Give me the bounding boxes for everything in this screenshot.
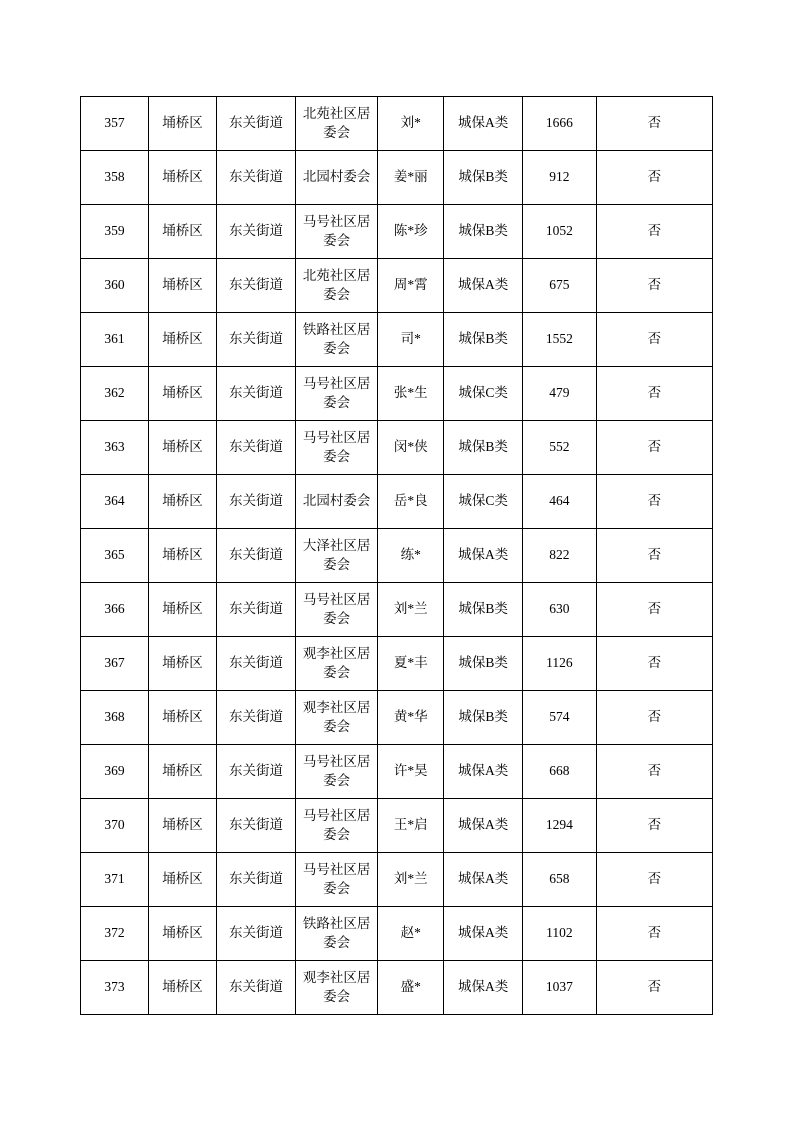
cell-type-text: 城保A类 — [458, 925, 509, 941]
cell-amount — [523, 907, 597, 961]
cell-district-text: 埇桥区 — [162, 817, 203, 833]
cell-district — [149, 583, 217, 637]
table-body — [81, 97, 713, 1015]
cell-flag-text: 否 — [647, 817, 662, 833]
cell-district-text: 埇桥区 — [162, 979, 203, 995]
table-row — [81, 799, 713, 853]
cell-type-text: 城保A类 — [458, 547, 509, 563]
cell-amount-text: 464 — [549, 493, 570, 509]
cell-type — [444, 583, 523, 637]
cell-community — [296, 637, 378, 691]
cell-sequence — [81, 475, 149, 529]
cell-amount — [523, 259, 597, 313]
cell-name-text: 张*生 — [393, 385, 428, 401]
cell-district-text: 埇桥区 — [162, 223, 203, 239]
cell-name — [378, 259, 444, 313]
cell-name — [378, 475, 444, 529]
cell-amount — [523, 529, 597, 583]
cell-sequence — [81, 151, 149, 205]
cell-community — [296, 745, 378, 799]
cell-community-text: 马号社区居委会 — [302, 754, 371, 788]
cell-sequence-text: 364 — [104, 493, 125, 509]
cell-type-text: 城保B类 — [458, 655, 508, 671]
cell-name-text: 盛* — [400, 979, 421, 995]
cell-type-text: 城保B类 — [458, 601, 508, 617]
cell-sequence-text: 369 — [104, 763, 125, 779]
cell-amount-text: 668 — [549, 763, 570, 779]
cell-flag — [596, 961, 712, 1015]
cell-sequence-text: 372 — [104, 925, 125, 941]
table-row — [81, 259, 713, 313]
cell-flag-text: 否 — [647, 871, 662, 887]
cell-district — [149, 799, 217, 853]
cell-community — [296, 907, 378, 961]
cell-name-text: 陈*珍 — [393, 223, 428, 239]
cell-community-text: 马号社区居委会 — [302, 430, 371, 464]
cell-name — [378, 637, 444, 691]
cell-name — [378, 421, 444, 475]
cell-sequence — [81, 961, 149, 1015]
cell-amount-text: 479 — [549, 385, 570, 401]
cell-amount — [523, 367, 597, 421]
cell-community-text: 观李社区居委会 — [302, 700, 371, 734]
cell-sequence — [81, 367, 149, 421]
cell-district-text: 埇桥区 — [162, 277, 203, 293]
cell-name — [378, 691, 444, 745]
cell-street-text: 东关街道 — [229, 871, 284, 887]
cell-community-text: 铁路社区居委会 — [302, 322, 371, 356]
cell-flag-text: 否 — [647, 493, 662, 509]
cell-street-text: 东关街道 — [229, 763, 284, 779]
cell-type-text: 城保A类 — [458, 763, 509, 779]
cell-street-text: 东关街道 — [229, 493, 284, 509]
cell-street — [217, 475, 296, 529]
cell-sequence-text: 359 — [104, 223, 125, 239]
cell-community-text: 马号社区居委会 — [302, 862, 371, 896]
cell-flag — [596, 691, 712, 745]
cell-amount — [523, 475, 597, 529]
cell-type — [444, 529, 523, 583]
table-row — [81, 745, 713, 799]
cell-community-text: 北苑社区居委会 — [302, 268, 371, 302]
cell-name-text: 姜*丽 — [393, 169, 428, 185]
cell-type-text: 城保B类 — [458, 709, 508, 725]
cell-street-text: 东关街道 — [229, 385, 284, 401]
cell-name-text: 练* — [400, 547, 421, 563]
cell-district — [149, 205, 217, 259]
cell-flag-text: 否 — [647, 601, 662, 617]
cell-sequence — [81, 313, 149, 367]
cell-street — [217, 421, 296, 475]
cell-amount — [523, 637, 597, 691]
cell-community-text: 观李社区居委会 — [302, 970, 371, 1004]
cell-street — [217, 97, 296, 151]
cell-amount — [523, 799, 597, 853]
cell-street-text: 东关街道 — [229, 223, 284, 239]
cell-type-text: 城保B类 — [458, 169, 508, 185]
cell-flag-text: 否 — [647, 439, 662, 455]
cell-type — [444, 475, 523, 529]
cell-district — [149, 97, 217, 151]
cell-district-text: 埇桥区 — [162, 601, 203, 617]
cell-sequence-text: 367 — [104, 655, 125, 671]
cell-type — [444, 313, 523, 367]
table-row — [81, 367, 713, 421]
cell-district — [149, 313, 217, 367]
cell-district — [149, 259, 217, 313]
cell-street-text: 东关街道 — [229, 655, 284, 671]
cell-name — [378, 583, 444, 637]
cell-amount-text: 675 — [549, 277, 570, 293]
cell-amount — [523, 421, 597, 475]
cell-district-text: 埇桥区 — [162, 385, 203, 401]
subsidy-table — [80, 96, 713, 1015]
cell-street — [217, 313, 296, 367]
cell-name-text: 夏*丰 — [393, 655, 428, 671]
cell-street — [217, 853, 296, 907]
cell-name-text: 赵* — [400, 925, 421, 941]
cell-street-text: 东关街道 — [229, 277, 284, 293]
table-row — [81, 475, 713, 529]
cell-amount-text: 1294 — [545, 817, 573, 833]
cell-district — [149, 475, 217, 529]
cell-amount — [523, 745, 597, 799]
cell-community — [296, 205, 378, 259]
cell-street — [217, 583, 296, 637]
cell-name — [378, 529, 444, 583]
cell-sequence-text: 365 — [104, 547, 125, 563]
cell-type-text: 城保A类 — [458, 979, 509, 995]
cell-community-text: 北苑社区居委会 — [302, 106, 371, 140]
cell-flag — [596, 367, 712, 421]
cell-name — [378, 961, 444, 1015]
cell-name — [378, 907, 444, 961]
cell-community-text: 马号社区居委会 — [302, 214, 371, 248]
cell-district-text: 埇桥区 — [162, 871, 203, 887]
cell-district — [149, 961, 217, 1015]
cell-district-text: 埇桥区 — [162, 115, 203, 131]
cell-flag-text: 否 — [647, 277, 662, 293]
cell-amount-text: 630 — [549, 601, 570, 617]
cell-flag — [596, 799, 712, 853]
cell-street — [217, 151, 296, 205]
cell-flag — [596, 637, 712, 691]
cell-community-text: 大泽社区居委会 — [302, 538, 371, 572]
cell-district-text: 埇桥区 — [162, 925, 203, 941]
cell-amount-text: 822 — [549, 547, 570, 563]
cell-district-text: 埇桥区 — [162, 655, 203, 671]
cell-sequence — [81, 583, 149, 637]
cell-flag — [596, 853, 712, 907]
cell-street — [217, 529, 296, 583]
cell-sequence — [81, 529, 149, 583]
cell-community — [296, 961, 378, 1015]
cell-type — [444, 745, 523, 799]
cell-street — [217, 259, 296, 313]
cell-community — [296, 799, 378, 853]
cell-sequence-text: 360 — [104, 277, 125, 293]
cell-street-text: 东关街道 — [229, 169, 284, 185]
cell-amount-text: 1102 — [546, 925, 573, 941]
cell-type-text: 城保A类 — [458, 115, 509, 131]
cell-district-text: 埇桥区 — [162, 547, 203, 563]
cell-community — [296, 313, 378, 367]
cell-community-text: 马号社区居委会 — [302, 376, 371, 410]
cell-sequence — [81, 205, 149, 259]
cell-sequence-text: 368 — [104, 709, 125, 725]
cell-district — [149, 151, 217, 205]
cell-type-text: 城保B类 — [458, 223, 508, 239]
cell-flag-text: 否 — [647, 655, 662, 671]
cell-sequence-text: 357 — [104, 115, 125, 131]
cell-sequence — [81, 907, 149, 961]
cell-district — [149, 637, 217, 691]
cell-name — [378, 853, 444, 907]
cell-type-text: 城保A类 — [458, 277, 509, 293]
cell-sequence-text: 366 — [104, 601, 125, 617]
cell-district-text: 埇桥区 — [162, 439, 203, 455]
cell-name-text: 刘*兰 — [393, 871, 428, 887]
cell-name-text: 刘*兰 — [393, 601, 428, 617]
cell-flag-text: 否 — [647, 115, 662, 131]
cell-sequence-text: 363 — [104, 439, 125, 455]
table-row — [81, 961, 713, 1015]
cell-community — [296, 691, 378, 745]
cell-sequence-text: 373 — [104, 979, 125, 995]
cell-district-text: 埇桥区 — [162, 709, 203, 725]
cell-type-text: 城保A类 — [458, 817, 509, 833]
cell-community — [296, 529, 378, 583]
cell-community-text: 北园村委会 — [302, 169, 371, 185]
cell-street-text: 东关街道 — [229, 601, 284, 617]
cell-name-text: 司* — [400, 331, 421, 347]
cell-district — [149, 529, 217, 583]
cell-name — [378, 205, 444, 259]
table-row — [81, 97, 713, 151]
table-row — [81, 313, 713, 367]
cell-type — [444, 151, 523, 205]
cell-type — [444, 691, 523, 745]
cell-amount — [523, 151, 597, 205]
table-row — [81, 691, 713, 745]
cell-sequence — [81, 637, 149, 691]
table-row — [81, 907, 713, 961]
cell-sequence — [81, 259, 149, 313]
cell-community — [296, 97, 378, 151]
cell-sequence — [81, 799, 149, 853]
cell-amount — [523, 691, 597, 745]
cell-district — [149, 691, 217, 745]
cell-amount-text: 912 — [549, 169, 570, 185]
cell-flag — [596, 421, 712, 475]
cell-flag — [596, 313, 712, 367]
cell-flag — [596, 745, 712, 799]
cell-sequence — [81, 421, 149, 475]
cell-flag-text: 否 — [647, 385, 662, 401]
cell-amount — [523, 205, 597, 259]
cell-street — [217, 637, 296, 691]
cell-street — [217, 691, 296, 745]
cell-community — [296, 421, 378, 475]
cell-amount — [523, 97, 597, 151]
cell-name-text: 黄*华 — [393, 709, 428, 725]
cell-flag — [596, 583, 712, 637]
cell-flag-text: 否 — [647, 547, 662, 563]
cell-community-text: 马号社区居委会 — [302, 808, 371, 842]
table-row — [81, 583, 713, 637]
cell-name-text: 王*启 — [393, 817, 428, 833]
cell-community-text: 马号社区居委会 — [302, 592, 371, 626]
cell-community — [296, 151, 378, 205]
cell-type — [444, 961, 523, 1015]
cell-amount-text: 574 — [549, 709, 570, 725]
cell-amount — [523, 313, 597, 367]
cell-street-text: 东关街道 — [229, 331, 284, 347]
cell-flag — [596, 475, 712, 529]
cell-name-text: 岳*良 — [393, 493, 428, 509]
cell-flag-text: 否 — [647, 979, 662, 995]
cell-district — [149, 907, 217, 961]
cell-type — [444, 853, 523, 907]
cell-flag — [596, 151, 712, 205]
cell-sequence-text: 370 — [104, 817, 125, 833]
cell-street-text: 东关街道 — [229, 925, 284, 941]
cell-district — [149, 367, 217, 421]
cell-district — [149, 421, 217, 475]
cell-name-text: 闵*侠 — [393, 439, 428, 455]
cell-name — [378, 367, 444, 421]
cell-street — [217, 907, 296, 961]
cell-type — [444, 799, 523, 853]
cell-type-text: 城保B类 — [458, 439, 508, 455]
cell-name-text: 刘* — [400, 115, 421, 131]
cell-type — [444, 367, 523, 421]
cell-street-text: 东关街道 — [229, 547, 284, 563]
cell-type-text: 城保C类 — [458, 385, 508, 401]
cell-flag-text: 否 — [647, 763, 662, 779]
cell-amount — [523, 583, 597, 637]
cell-type — [444, 907, 523, 961]
cell-community — [296, 475, 378, 529]
cell-community — [296, 367, 378, 421]
cell-type — [444, 637, 523, 691]
cell-sequence-text: 358 — [104, 169, 125, 185]
cell-flag — [596, 529, 712, 583]
cell-flag-text: 否 — [647, 925, 662, 941]
cell-amount-text: 1666 — [545, 115, 573, 131]
cell-amount-text: 1052 — [545, 223, 573, 239]
cell-community-text: 铁路社区居委会 — [302, 916, 371, 950]
cell-district-text: 埇桥区 — [162, 331, 203, 347]
table-row — [81, 529, 713, 583]
cell-sequence-text: 361 — [104, 331, 125, 347]
cell-amount-text: 552 — [549, 439, 570, 455]
cell-type — [444, 97, 523, 151]
table-row — [81, 151, 713, 205]
cell-flag — [596, 205, 712, 259]
cell-street — [217, 799, 296, 853]
cell-sequence-text: 371 — [104, 871, 125, 887]
cell-type-text: 城保B类 — [458, 331, 508, 347]
cell-sequence — [81, 853, 149, 907]
cell-street-text: 东关街道 — [229, 115, 284, 131]
cell-name — [378, 97, 444, 151]
cell-amount-text: 658 — [549, 871, 570, 887]
cell-name — [378, 799, 444, 853]
cell-street — [217, 205, 296, 259]
cell-community — [296, 259, 378, 313]
cell-flag — [596, 907, 712, 961]
cell-name — [378, 313, 444, 367]
cell-name — [378, 151, 444, 205]
cell-name-text: 周*霄 — [393, 277, 428, 293]
table-row — [81, 421, 713, 475]
table-row — [81, 637, 713, 691]
cell-type-text: 城保A类 — [458, 871, 509, 887]
cell-street-text: 东关街道 — [229, 709, 284, 725]
cell-community — [296, 853, 378, 907]
cell-community — [296, 583, 378, 637]
cell-amount-text: 1037 — [545, 979, 573, 995]
cell-flag-text: 否 — [647, 223, 662, 239]
cell-sequence — [81, 691, 149, 745]
cell-street — [217, 367, 296, 421]
cell-flag-text: 否 — [647, 169, 662, 185]
cell-sequence — [81, 745, 149, 799]
cell-district-text: 埇桥区 — [162, 169, 203, 185]
cell-amount-text: 1126 — [546, 655, 573, 671]
cell-flag-text: 否 — [647, 331, 662, 347]
cell-community-text: 观李社区居委会 — [302, 646, 371, 680]
cell-type-text: 城保C类 — [458, 493, 508, 509]
cell-name — [378, 745, 444, 799]
cell-amount-text: 1552 — [545, 331, 573, 347]
cell-street — [217, 961, 296, 1015]
cell-street-text: 东关街道 — [229, 817, 284, 833]
cell-district — [149, 745, 217, 799]
cell-flag-text: 否 — [647, 709, 662, 725]
cell-name-text: 许*昊 — [393, 763, 428, 779]
cell-type — [444, 421, 523, 475]
table-row — [81, 205, 713, 259]
cell-street-text: 东关街道 — [229, 979, 284, 995]
cell-street-text: 东关街道 — [229, 439, 284, 455]
cell-type — [444, 259, 523, 313]
cell-type — [444, 205, 523, 259]
cell-sequence — [81, 97, 149, 151]
cell-district — [149, 853, 217, 907]
cell-flag — [596, 259, 712, 313]
cell-district-text: 埇桥区 — [162, 493, 203, 509]
cell-community-text: 北园村委会 — [302, 493, 371, 509]
table-row — [81, 853, 713, 907]
cell-street — [217, 745, 296, 799]
cell-amount — [523, 961, 597, 1015]
cell-sequence-text: 362 — [104, 385, 125, 401]
cell-flag — [596, 97, 712, 151]
cell-district-text: 埇桥区 — [162, 763, 203, 779]
cell-amount — [523, 853, 597, 907]
